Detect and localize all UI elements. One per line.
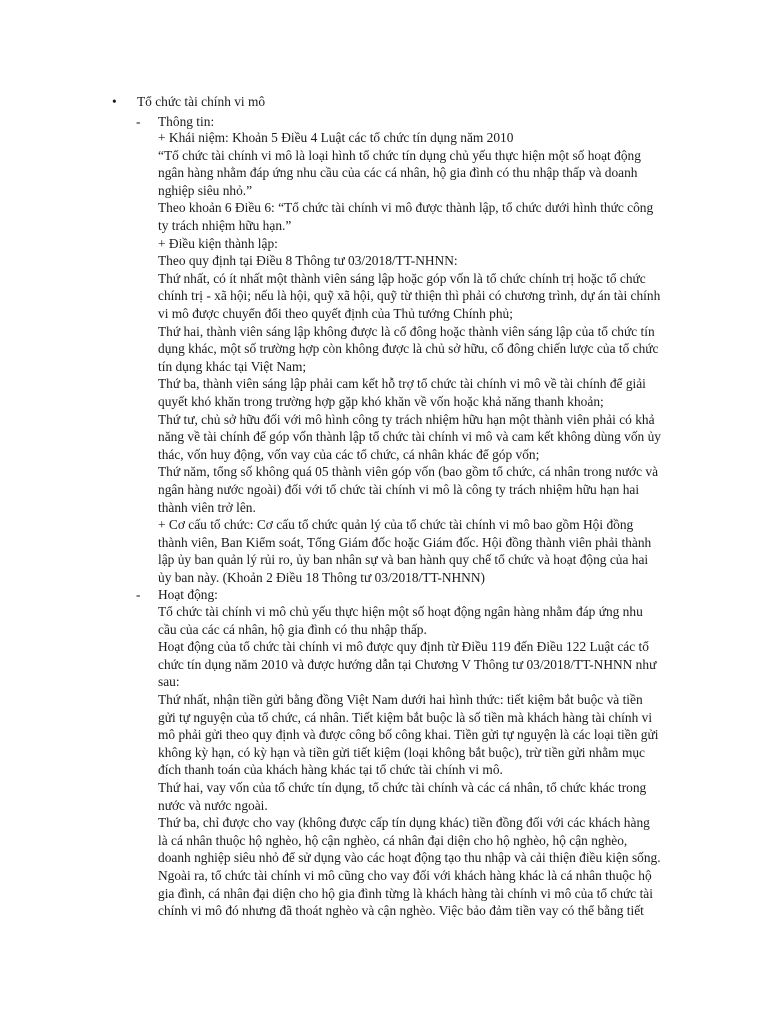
text-line: Thứ tư, chủ sở hữu đối với mô hình công ty trách nhiệm hữu hạn một thành viên phải có khả [158, 411, 655, 427]
dash-marker-info: - [136, 114, 141, 129]
text-line: ủy ban này. (Khoản 2 Điều 18 Thông tư 03/2018/TT-NHNN) [158, 570, 485, 585]
text-line: Theo khoản 6 Điều 6: “Tổ chức tài chính vi mô được thành lập, tổ chức dưới hình thức công [158, 200, 654, 216]
text-line: sau: [158, 674, 180, 690]
text-line: Thứ hai, vay vốn của tổ chức tín dụng, tổ chức tài chính và các cá nhân, tổ chức khác trong [158, 780, 647, 795]
text-line: chính vi mô đó nhưng đã thoát nghèo và cận nghèo. Việc bảo đảm tiền vay có thể bằng tiết [158, 903, 644, 919]
text-line: nước và nước ngoài. [158, 797, 268, 813]
text-line: Theo quy định tại Điều 8 Thông tư 03/2018/TT-NHNN: [158, 253, 458, 269]
text-line: vi mô được chuyển đổi theo quyết định của Thủ tướng Chính phủ; [158, 306, 513, 321]
text-line: nghiệp siêu nhỏ.” [158, 182, 253, 198]
text-line: + Điều kiện thành lập: [158, 235, 278, 251]
text-line: Tổ chức tài chính vi mô chủ yếu thực hiện một số hoạt động ngân hàng nhằm đáp ứng nhu [158, 604, 643, 619]
text-line: tín dụng khác tại Việt Nam; [158, 358, 307, 374]
text-line: cầu của các cá nhân, hộ gia đình có thu nhập thấp. [158, 621, 427, 637]
text-line: doanh nghiệp siêu nhỏ để sử dụng vào các hoạt động tạo thu nhập và cải thiện điều kiện sống. [158, 850, 661, 866]
dash-marker-activity: - [136, 587, 141, 602]
text-line: ty trách nhiệm hữu hạn.” [158, 218, 292, 233]
text-line: Thứ ba, thành viên sáng lập phải cam kết hỗ trợ tổ chức tài chính vi mô về tài chính để giải [158, 376, 646, 392]
text-line: thác, vốn huy động, vốn vay của các tổ chức, cá nhân khác để góp vốn; [158, 446, 540, 462]
text-line: thành viên, Ban Kiểm soát, Tổng Giám đốc hoặc Giám đốc. Hội đồng thành viên phải thành [158, 534, 652, 550]
text-line: “Tổ chức tài chính vi mô là loại hình tổ chức tín dụng chủ yếu thực hiện một số hoạt động [158, 147, 641, 163]
text-line: chính trị - xã hội; nếu là hội, quỹ xã hội, quỹ từ thiện thì phải có chương trình, dự án tài chính [158, 288, 661, 304]
text-line: Thứ ba, chỉ được cho vay (không được cấp tín dụng khác) tiền đồng đối với các khách hàng [158, 815, 650, 831]
text-line: không kỳ hạn, có kỳ hạn và tiền gửi tiết kiệm (loại không bắt buộc), trừ tiền gửi nhằm mục [158, 744, 645, 760]
text-line: thành viên trở lên. [158, 499, 256, 515]
bullet-title: Tổ chức tài chính vi mô [137, 94, 266, 109]
text-line: ngân hàng nước ngoài) đối với tổ chức tài chính vi mô là công ty trách nhiệm hữu hạn hai [158, 482, 640, 497]
text-line: chức tín dụng năm 2010 và được hướng dẫn tại Chương V Thông tư 03/2018/TT-NHNN như [158, 656, 657, 672]
text-line: gửi tự nguyện của tổ chức, cá nhân. Tiết kiệm bắt buộc là số tiền mà khách hàng tài chính vi [158, 709, 653, 725]
text-line: Hoạt động của tổ chức tài chính vi mô được quy định từ Điều 119 đến Điều 122 Luật các tổ [158, 639, 649, 655]
text-line: Thứ hai, thành viên sáng lập không được là cổ đông hoặc thành viên sáng lập của tổ chức tín [158, 323, 655, 339]
section-title-info: Thông tin: [158, 114, 215, 129]
section-title-activity: Hoạt động: [158, 587, 218, 602]
text-line: là cá nhân thuộc hộ nghèo, hộ cận nghèo, cá nhân đại diện cho hộ nghèo, hộ cận nghèo, [158, 832, 628, 848]
text-line: lập ủy ban quản lý rủi ro, ủy ban nhân sự và ban hành quy chế tổ chức và hoạt động của hai [158, 552, 649, 568]
text-line: ngân hàng nhằm đáp ứng nhu cầu của các cá nhân, hộ gia đình có thu nhập thấp và doanh [158, 165, 638, 181]
text-line: Thứ nhất, nhận tiền gửi bằng đồng Việt Nam dưới hai hình thức: tiết kiệm bắt buộc và tiền [158, 692, 643, 707]
text-line: dụng khác, một số trường hợp còn không được là chủ sở hữu, cổ đông chiến lược của tổ chức [158, 341, 659, 357]
text-line: quyết khó khăn trong trường hợp gặp khó khăn về vốn hoặc khả năng thanh khoản; [158, 394, 604, 409]
text-line: đích thanh toán của khách hàng khác tại tổ chức tài chính vi mô. [158, 762, 503, 778]
bullet-icon: • [112, 94, 117, 109]
text-line: + Khái niệm: Khoản 5 Điều 4 Luật các tổ chức tín dụng năm 2010 [158, 130, 514, 145]
text-line: năng về tài chính để góp vốn thành lập tổ chức tài chính vi mô và cam kết không dùng vốn ủy [158, 429, 661, 445]
text-line: Ngoài ra, tổ chức tài chính vi mô cũng cho vay đối với khách hàng khác là cá nhân thuộc hộ [158, 868, 652, 883]
text-line: gia đình, cá nhân đại diện cho hộ gia đình từng là khách hàng tài chính vi mô của tổ chức tài [158, 885, 653, 901]
text-line: + Cơ cấu tổ chức: Cơ cấu tổ chức quản lý của tổ chức tài chính vi mô bao gồm Hội đồng [158, 517, 634, 533]
text-line: mô phải gửi theo quy định và được công bố công khai. Tiền gửi tự nguyện là các loại tiền gửi [158, 727, 659, 743]
text-line: Thứ nhất, có ít nhất một thành viên sáng lập hoặc góp vốn là tổ chức chính trị hoặc tổ chức [158, 270, 646, 286]
text-line: Thứ năm, tổng số không quá 05 thành viên góp vốn (bao gồm tổ chức, cá nhân trong nước và [158, 464, 659, 480]
